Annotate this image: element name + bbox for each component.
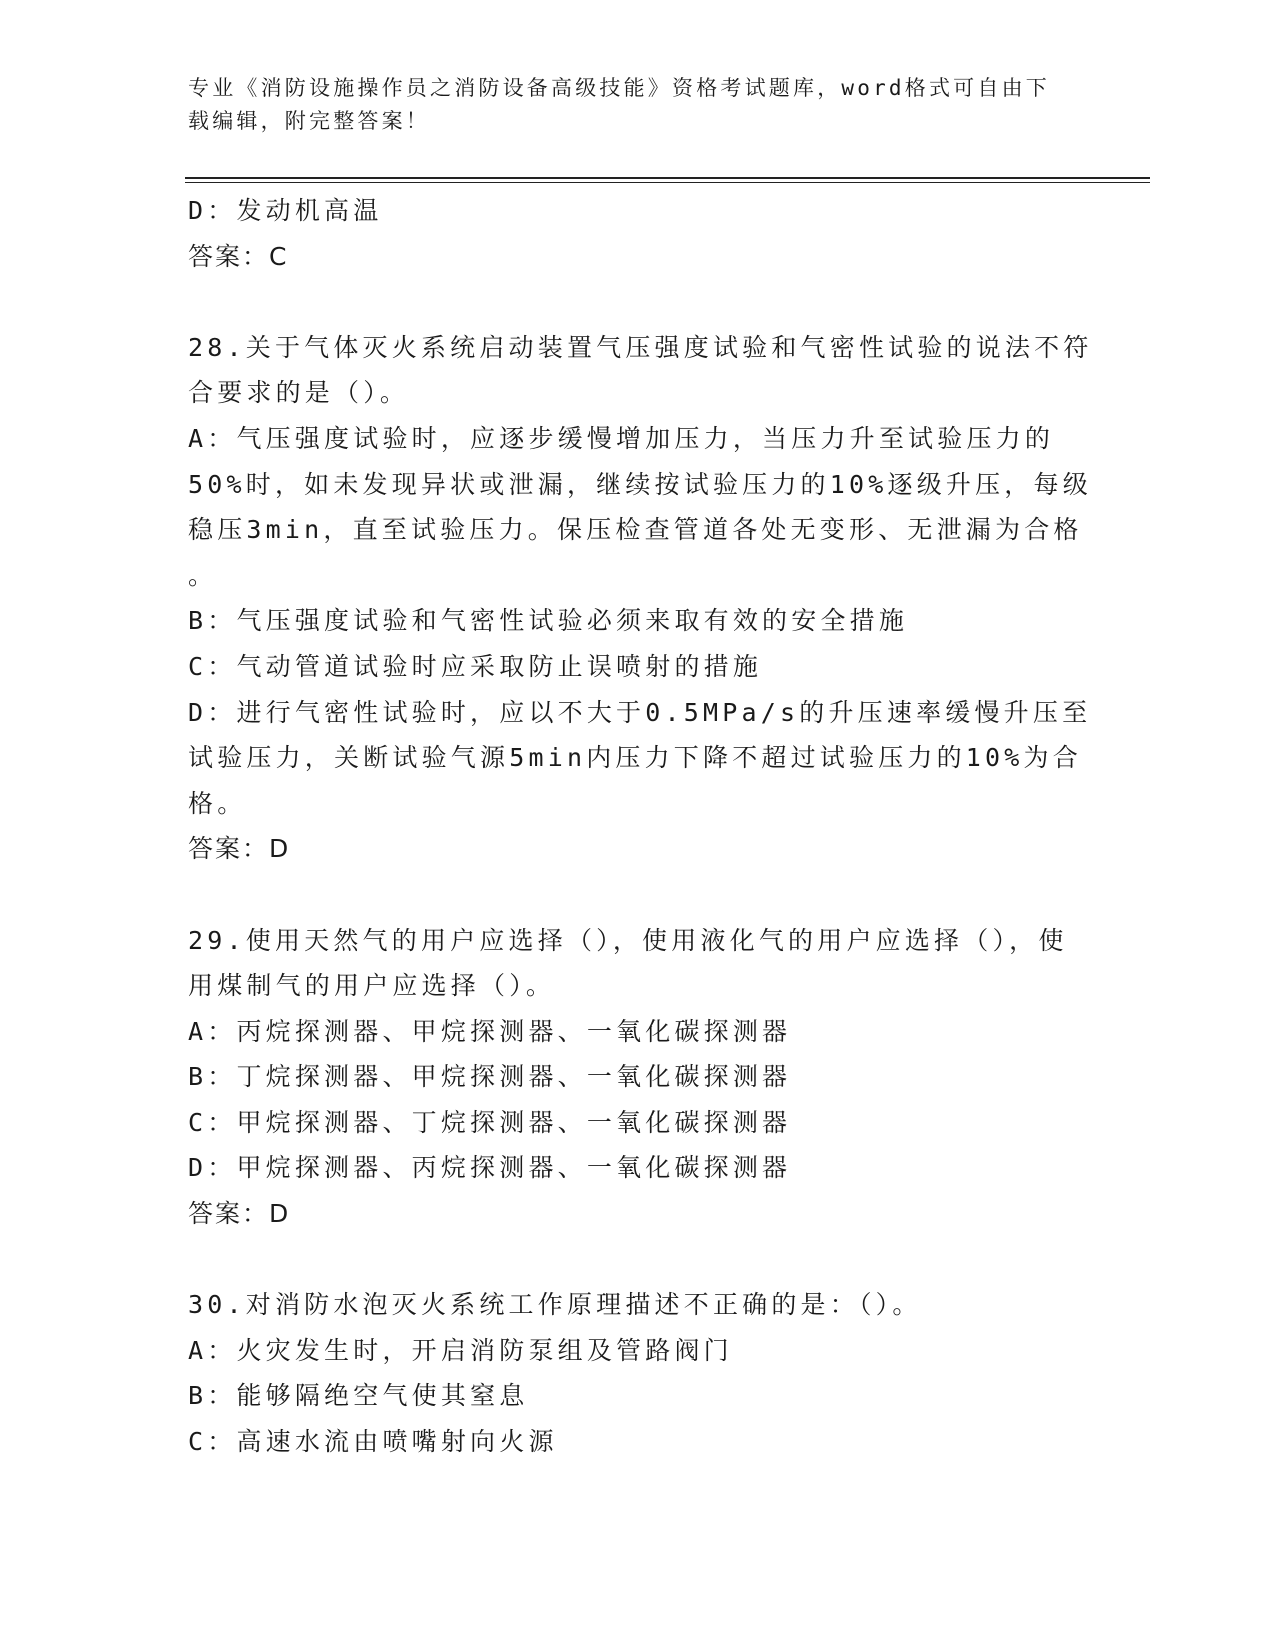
question-content bbox=[188, 188, 1093, 1465]
option-c: C：高速水流由喷嘴射向火源 bbox=[188, 1427, 558, 1457]
header-rule-thick bbox=[185, 177, 1150, 179]
option-c: C：甲烷探测器、丁烷探测器、一氧化碳探测器 bbox=[188, 1107, 792, 1137]
question-stem: 30.对消防水泡灭火系统工作原理描述不正确的是：（）。 bbox=[188, 1290, 922, 1320]
option-a: A：丙烷探测器、甲烷探测器、一氧化碳探测器 bbox=[188, 1016, 792, 1046]
option-b: B：丁烷探测器、甲烷探测器、一氧化碳探测器 bbox=[188, 1062, 792, 1092]
option-d: D：发动机高温 bbox=[188, 196, 383, 225]
question-30 bbox=[188, 1282, 1068, 1464]
question-28 bbox=[188, 325, 1093, 872]
question-stem: 用煤制气的用户应选择（）。 bbox=[188, 971, 556, 1001]
option-b: B：能够隔绝空气使其窒息 bbox=[188, 1381, 529, 1411]
option-a: A：气压强度试验时，应逐步缓慢增加压力，当压力升至试验压力的 bbox=[188, 423, 1055, 453]
question-stem: 合要求的是（）。 bbox=[188, 378, 410, 408]
option-b: B：气压强度试验和气密性试验必须来取有效的安全措施 bbox=[188, 606, 909, 636]
header-rule-thin bbox=[185, 182, 1150, 183]
question-29 bbox=[188, 918, 1068, 1237]
document-header: 专业《消防设施操作员之消防设备高级技能》资格考试题库，word格式可自由下载编辑，附完整答案！ bbox=[188, 76, 1050, 133]
answer-line: 答案：D bbox=[188, 834, 291, 864]
spacer bbox=[188, 279, 1068, 325]
option-a: 。 bbox=[188, 560, 218, 590]
option-d: 试验压力，关断试验气源5min内压力下降不超过试验压力的10%为合 bbox=[188, 743, 1082, 773]
answer-line: 答案：D bbox=[188, 1199, 291, 1229]
option-a: A：火灾发生时，开启消防泵组及管路阀门 bbox=[188, 1335, 733, 1365]
option-a: 稳压3min，直至试验压力。保压检查管道各处无变形、无泄漏为合格 bbox=[188, 515, 1083, 545]
question-stem: 28.关于气体灭火系统启动装置气压强度试验和气密性试验的说法不符 bbox=[188, 332, 1093, 362]
question-stem: 29.使用天然气的用户应选择（），使用液化气的用户应选择（），使 bbox=[188, 925, 1068, 955]
answer-line: 答案：C bbox=[188, 241, 289, 271]
option-d: 格。 bbox=[188, 788, 247, 818]
option-a: 50%时，如未发现异状或泄漏，继续按试验压力的10%逐级升压，每级 bbox=[188, 469, 1092, 499]
option-c: C：气动管道试验时应采取防止误喷射的措施 bbox=[188, 651, 763, 681]
previous-question-tail bbox=[188, 188, 1068, 279]
option-d: D：进行气密性试验时，应以不大于0.5MPa/s的升压速率缓慢升压至 bbox=[188, 697, 1092, 727]
spacer bbox=[188, 1237, 1068, 1283]
option-d: D：甲烷探测器、丙烷探测器、一氧化碳探测器 bbox=[188, 1153, 792, 1183]
spacer bbox=[188, 872, 1068, 918]
